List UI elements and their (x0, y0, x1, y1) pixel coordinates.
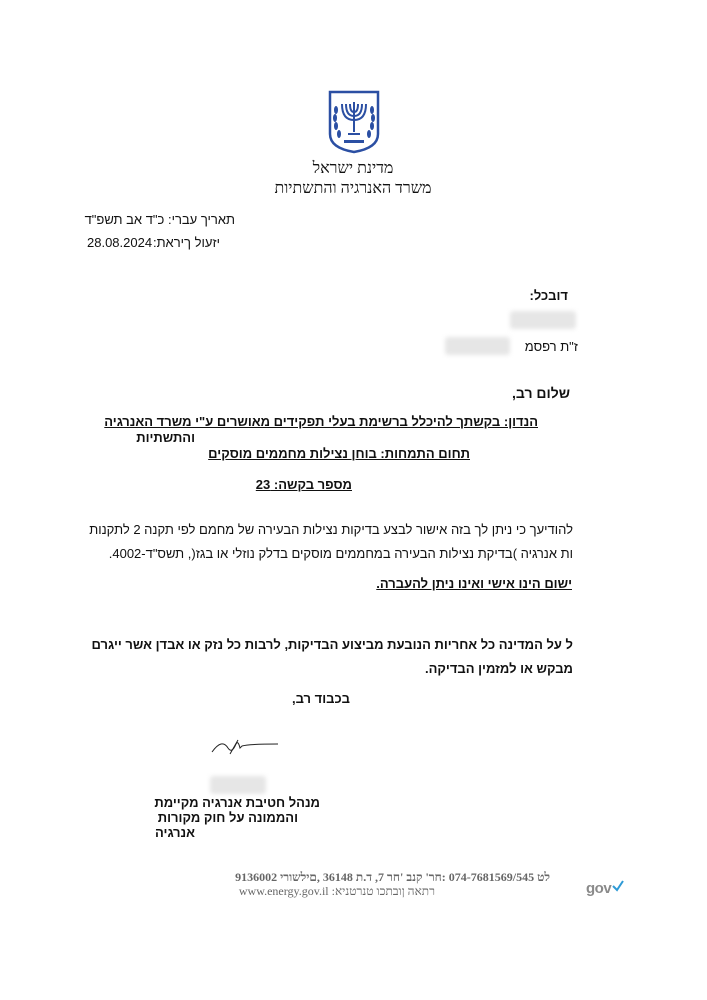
paragraph-3-line-1: ל על המדינה כל אחריות הנובעת מביצוע הבדיקות, לרבות כל נזק או אבדן אשר ייגרם (91, 637, 573, 652)
paragraph-1-line-2: ות אנרגיה )בדיקת נצילות הבעירה במחממים מוסקים בדלק נוזלי או בגז(, תשס"ד-4002. (108, 546, 573, 561)
greeting: שלום רב, (512, 385, 570, 401)
subject-line-2: והתשתיות (136, 430, 195, 445)
closing: בכבוד רב, (292, 691, 350, 706)
gov-logo-text: gov (586, 880, 612, 897)
signer-title-line-2: והממונה על חוק מקורות (157, 810, 298, 825)
recipient-salutation: דובכל: (529, 288, 568, 303)
signature-image (208, 734, 280, 758)
checkmark-icon (612, 880, 624, 892)
date-value: 28.08.2024 (87, 235, 153, 250)
date-label: יזעול ךיראת: (152, 235, 220, 250)
signer-title-line-1: מנהל חטיבת אנרגיה מקיימת (154, 795, 320, 810)
signer-title-line-3: אנרגיה (155, 825, 195, 840)
state-name: מדינת ישראל (312, 160, 394, 177)
footer-website: www.energy.gov.il :רתאה ןובתכו טנרטניא (238, 884, 435, 898)
gov-logo (586, 880, 626, 900)
specialty-field: תחום התמחות: בוחן נצילות מחממים מוסקים (208, 446, 470, 461)
state-emblem-icon (326, 90, 382, 154)
redacted-name (510, 311, 576, 329)
hebrew-date: תאריך עברי: כ"ד אב תשפ"ד (84, 212, 235, 227)
footer-address: לט 074-7681569/545 :חר' קנב 'חר 7, ד.ת 36148 ,םילשורי 9136002 (235, 870, 550, 884)
subject-line-1: הנדון: בקשתך להיכלל ברשימת בעלי תפקידים מאושרים ע"י משרד האנרגיה (104, 414, 538, 429)
redacted-id (445, 337, 510, 355)
paragraph-3-line-2: מבקש או למזמין הבדיקה. (425, 661, 573, 676)
id-prefix: ז"ת רפסמ (524, 339, 578, 354)
request-number: מספר בקשה: 23 (255, 477, 352, 492)
paragraph-1-line-1: להודיעך כי ניתן לך בזה אישור לבצע בדיקות נצילות הבעירה של מחמם לפי תקנה 2 לתקנות (89, 522, 573, 537)
paragraph-2: ישום הינו אישי ואינו ניתן להעברה. (376, 576, 572, 591)
ministry-name: משרד האנרגיה והתשתיות (274, 180, 432, 197)
redacted-signer-name (210, 776, 266, 794)
